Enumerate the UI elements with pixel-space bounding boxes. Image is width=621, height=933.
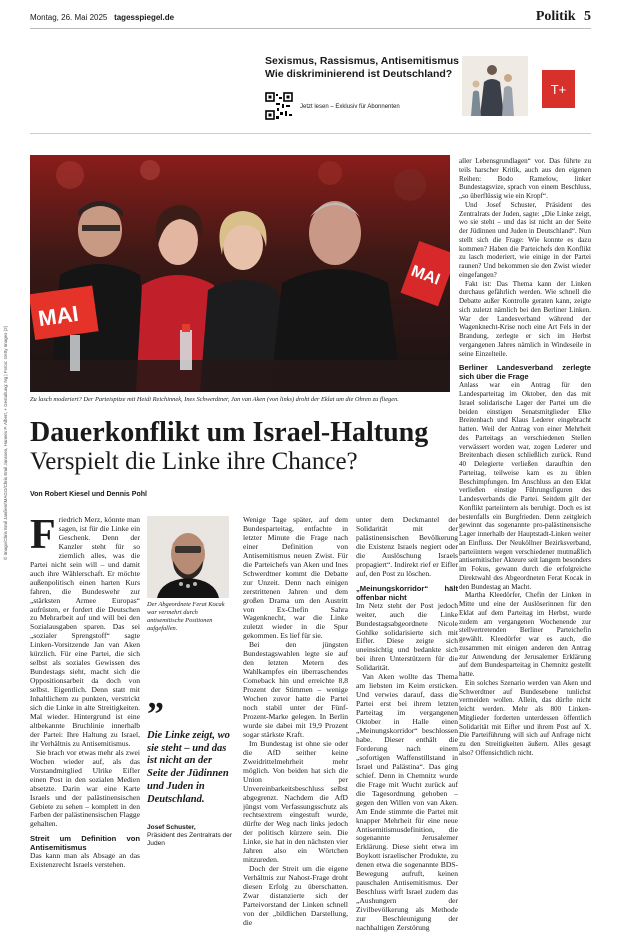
subheading: „Meinungskorridor“ hält offenbar nicht <box>356 583 458 602</box>
paragraph: aller Lebensgrundlagen“ vor. Das führte zu teils harscher Kritik, auch aus den eigenen Reihen: Bodo Ramelow, linker Bundestagsvize, sprach von einem Beschluss, „so überflüssig wie ein Kropf“. <box>459 157 591 200</box>
promo-subtitle[interactable]: Wie diskriminierend ist Deutschland? <box>265 68 453 80</box>
header-date-line <box>30 13 174 22</box>
header-divider <box>30 28 591 29</box>
qr-code-icon[interactable] <box>265 92 293 120</box>
article-column-3 <box>356 516 458 933</box>
party-leaders-photo <box>30 155 450 392</box>
quote-author: Josef Schuster, <box>147 824 196 831</box>
promo-divider <box>30 133 591 134</box>
portrait-caption: Der Abgeordnete Ferat Kocak war vermehrt durch antisemitische Positionen aufgefallen. <box>147 601 225 632</box>
photo-caption: Zu lasch moderiert? Der Parteispitze mit Heidi Reichinnek, Ines Schwerdtner, Jan van Aken (von links) droht der Eklat um die Ohren zu fliegen. <box>30 396 399 403</box>
quote-source <box>147 824 237 848</box>
paragraph: Fakt ist: Das Thema kann der Linken durchaus gefährlich werden. Wie schnell die Debatte außer Kontrolle geraten kann, zeigte sich zuletzt nämlich bei den Berliner Linken. War der Landesverband während der Wagenknecht-Krise noch eine Art Fels in der Brandung, zerlegte er sich im Herbst vergangenen Jahres nämlich in Windeseile in seine Einzelteile. <box>459 279 591 358</box>
paragraph: Im Bundestag ist ohne sie oder die AfD seither keine Zweidrittelmehrheit mehr möglich. Von beiden hat sich die Union per Unvereinbarkeitsbeschluss selbst abgegrenzt. Nachdem die AfD jüngst vom Verfassungsschutz als rechtsextrem eingestuft wurde, dürfte der Weg nach links jedoch der politisch kürzere sein. Die Linke, sie hat in den nächsten vier Jahren also ein Wörtchen mitzureden. <box>243 738 348 865</box>
paragraph: Das kann man als Absage an das Existenzrecht Israels verstehen. <box>30 851 140 870</box>
portrait-photo <box>147 516 229 598</box>
subheading: Berliner Landesverband zerlegte sich über die Frage <box>459 363 591 382</box>
article-column-4 <box>459 157 591 758</box>
page-number: 5 <box>584 9 591 24</box>
site-name[interactable]: tagesspiegel.de <box>114 13 175 22</box>
section-name: Politik <box>535 9 576 24</box>
pull-quote: Die Linke zeigt, wo sie steht – und das ist nicht an der Seite der Jüdinnen und Juden in Deutschland. <box>147 730 230 805</box>
protest-sign-label: MAI <box>36 300 80 332</box>
paragraph: Van Aken wollte das Thema am liebsten im Keim ersticken. Und verwies darauf, dass die Partei erst bei ihrem letzten Parteitag im vergangenen Oktober in Halle einen „Meinungskorridor“ beschlossen habe. Dieser enthält die Forderung nach einem „sofortigen Waffenstillstand in Israel und Palästina“. Das ging schief. Denn in Chemnitz wurde die Frage mit Wucht zurück auf die Tagesordnung gehoben – gegen den Willen von van Aken. Am Ende stimmte die Partei mit knapper Mehrheit für eine neue Antisemitismusdefinition, die sogenannte Jerusalemer Erklärung. Diese sieht etwa im Boykott israelischer Produkte, zu denen etwa die sogenannte BDS-Bewegung aufruft, keinen pauschalen Antisemitismus. Der Beschluss wirft Israel zudem das „Aushungern der Zivilbevölkerung als Methode zur Beschleunigung der nachhaltigen Zerstörung <box>356 672 458 932</box>
promo-cta[interactable]: Jetzt lesen – Exklusiv für Abonnenten <box>300 104 400 110</box>
article-column-1 <box>30 512 140 870</box>
paragraph: Und Josef Schuster, Präsident des Zentralrats der Juden, sagte: „Die Linke zeigt, wo sie steht – und das ist nicht an der Seite der Jüdinnen und Juden in Deutschland“. Nun stellt sich die Frage: Wie konnte es dazu kommen? Haben die Parteichefs den Konflikt zu lasch moderiert, wie einige in der Partei raunen? Und bekommen sie den Zwist wieder eingefangen? <box>459 200 591 279</box>
quote-role: Präsident des Zentralrats der Juden <box>147 832 233 847</box>
paragraph: Sie brach vor etwas mehr als zwei Wochen wieder auf, als das Vorstandmitglied Ulrike Eifler einen Post in den sozialen Medien absetzte. Darin war eine Karte Israels und der palästinensischen Gebiete zu sehen – komplett in den Farben der palästinensischen Flagge gehalten. <box>30 747 140 829</box>
section-label <box>536 9 591 25</box>
issue-date: Montag, 26. Mai 2025 <box>30 13 108 22</box>
promo-illustration[interactable] <box>462 56 528 116</box>
byline: Von Robert Kiesel und Dennis Pohl <box>30 491 147 498</box>
paragraph: Im Netz steht der Post jedoch weiter, auch die Linke Bundestagsabgeordnete Nicole Gohlke solidarisierte sich mit Eifler. Diese zeigte sich uneinsichtig und bedankte sich bei ihren Unterstützern für die Solidarität. <box>356 600 458 673</box>
paragraph: Doch der Streit um die eigene Verhältnis zur Nahost-Frage droht diesen Erfolg zu überschatten. Zwar distanzierte sich der Parteivorstand der Linken schnell von der „bildlichen Darstellung, die <box>243 864 348 927</box>
drop-cap: F <box>30 512 56 558</box>
article-column-2 <box>243 516 348 928</box>
intro-text: riedrich Merz, könnte man sagen, ist für die Linke ein Geschenk. Denn der Kanzler steht für so ziemlich alles, was die Partei nicht sein will – und damit auch ihre Wählerschaft. Er möchte außenpolitisch einen harten Kurs fahren, die Bundeswehr zur „stärksten Armee Europas“ aufrüsten, er fordert die Deutschen zu Mehrarbeit auf und will bei den Sozialausgaben sparen. Das sei „sozialer Sprengstoff“ sagte Linken-Vorsitzende Jan van Aken kürzlich. Für eine Partei, die sich selbst als soziales Gewissen des Bundestags sieht, macht sich die Oppositionsarbeit da doch von selbst. Eigentlich. Denn statt mit Inhaltlichem zu punkten, verstrickt sich die Linke in alte Streitigkeiten. Mal wieder. Hintergrund ist eine altbekannte Bruchlinie innerhalb der Partei: Ihre Haltung zu Israel, ihr Verhältnis zu Antisemitismus. <box>30 515 140 748</box>
subheadline: Verspielt die Linke ihre Chance? <box>30 448 358 475</box>
paragraph: Martha Kleedörfer, Chefin der Linken in Mitte und eine der Auslöserinnen für den Eklat auf dem Parteitag im Herbst, wurde zudem am vergangenen Wochenende zur stellvertretenden Berliner Parteichefin gewählt. Kleedörfer war es auch, die zusammen mit einigen anderen den Antrag zur Anwendung der Jerusalemer Erklärung auf dem Bundesparteitag in Chemnitz gestellt hatte. <box>459 591 591 678</box>
headline: Dauerkonflikt um Israel-Haltung <box>30 417 429 448</box>
promo-title[interactable]: Sexismus, Rassismus, Antisemitismus <box>265 55 459 67</box>
t-plus-badge[interactable]: T+ <box>542 70 575 108</box>
paragraph: Wenige Tage später, auf dem Bundesparteitag, entfachte in letzter Minute die Frage nach einer Definition von Antisemitismus neuen Zwist. Für die Parteichefs van Aken und Ines Schwerdtner kommt die Debatte zur Unzeit. Denn nach einigen zerstrittenen Jahren und dem großen Drama um den Austritt von Ex-Chefin Sahra Wagenknecht, war die Linke zuletzt wieder in die Spur gekommen. Es lief für sie. <box>243 515 348 641</box>
intro-paragraph <box>30 512 140 749</box>
photo-credit: © Imago/Chris Emil Janßen/IMAGO/Chris Emil Janssen, Hannes P. Albert, + Gestaltung: Ng | Fotos: Getty Images (2) <box>3 325 8 560</box>
protest-sign-label-right: MAI <box>408 262 443 289</box>
paragraph: unter dem Deckmantel der Solidarität mit der palästinensischen Bevölkerung die Existenz Israels negiert oder die Auslöschung Israels propagiert“. Indirekt rief er Eifler auf, den Post zu löschen. <box>356 515 458 578</box>
paragraph: Ein solches Szenario werden van Aken und Schwerdtner auf Bundesebene tunlichst vermeiden wollen. Allein, das dürfte nicht leicht werden. Mehr als 800 Linken-Mitglieder forderten unterdessen öffentlich Solidarität mit Eifler und ihrem Post auf X. Die Parteiführung will sich auf Anfrage nicht zu den Streitigkeiten äußern. Alles gesagt also? Offensichtlich nicht. <box>459 678 591 757</box>
paragraph: Bei den jüngsten Bundestagswahlen legte sie auf den letzten Metern des Wahlkampfes ein überraschendes Comeback hin und erreichte 8,8 Prozent der Stimmen – wenige Wochen zuvor hatte die Partei noch stabil unter der Fünf-Prozent-Marke gelegen. In Berlin wurde sie dabei mit 19,9 Prozent sogar stärkste Kraft. <box>243 640 348 739</box>
quote-mark-icon: ” <box>147 696 164 733</box>
subheading: Streit um Definition von Antisemitismus <box>30 834 140 853</box>
paragraph: Anlass war ein Antrag für den Landesparteitag im Oktober, den das mit Israel solidarische Lager der Partei um die beiden einstigen Senatsmitglieder Elke Breitenbach und Klaus Lederer eingebracht hatten. Weil der Antrag von einer Mehrheit des Parteitags an verschiedenen Stellen verwässert worden war, zogen Lederer und Breitenbach diesen schließlich zurück. Rund 40 Delegierte verließen daraufhin den Parteitag, teilweise kam es zu üblen Beschimpfungen. Im Anschluss an den Eklat verließen einstige Führungsfiguren des Landesverbands die Partei. Seitdem gilt der Konflikt parteiintern als beruhigt. Doch es ist bestenfalls ein Burgfrieden. Denn zeitgleich gewinnt das sogenannte pro-palästinensische Lager innerhalb der Hauptstadt-Linken weiter an Einfluss. Der Neuköllner Bezirksverband, parteiintern wegen verschiedener mutmaßlich antisemitischer Akteure seit langem besonders im Fokus, gewann durch die erfolgreiche Direktwahl des Abgeordneten Ferat Kocak in den Bundestag an Macht. <box>459 381 591 591</box>
